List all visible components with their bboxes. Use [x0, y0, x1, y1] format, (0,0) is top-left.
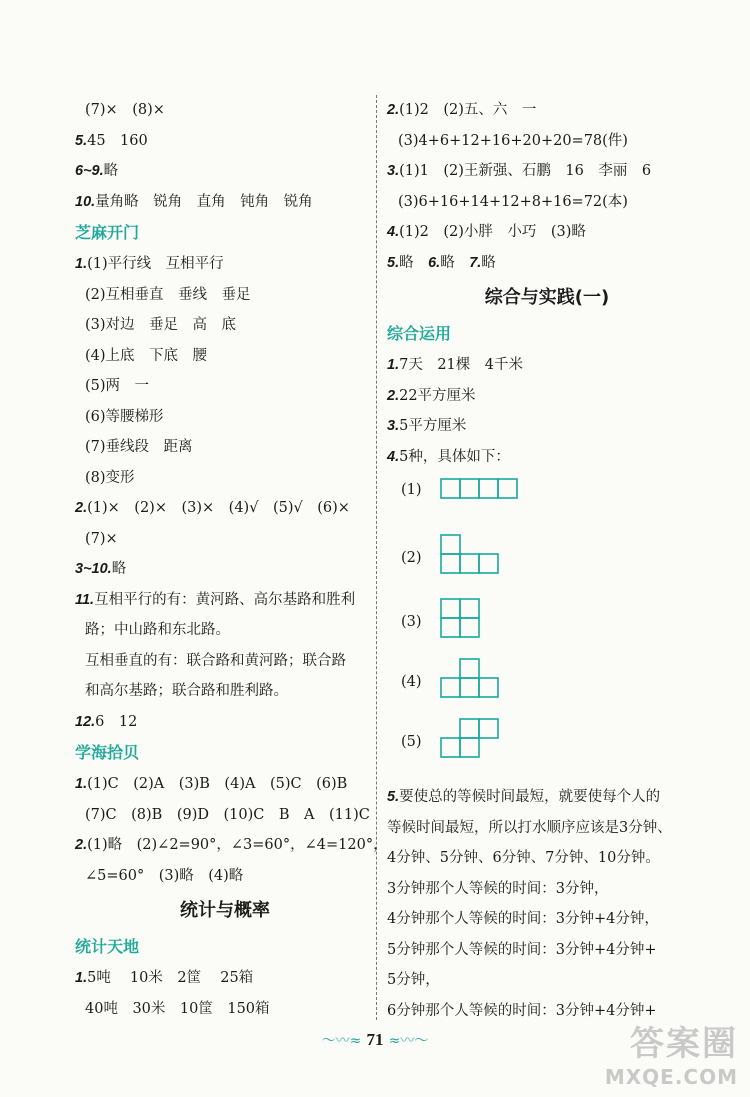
answer-line: 和高尔基路；联合路和胜利路。	[85, 683, 288, 699]
item-number: 11.	[75, 591, 95, 608]
answer-line: 等候时间最短，所以打水顺序应该是3分钟、	[387, 819, 672, 836]
figure-label: (3)	[401, 614, 422, 630]
answer-line: 5分钟那个人等候的时间：3分钟+4分钟+	[387, 941, 657, 958]
item-number: 2.	[387, 387, 400, 404]
chapter-title: 统计与概率	[180, 900, 270, 921]
net-figure-5	[387, 712, 707, 782]
answer-text: 7天 21棵 4千米	[399, 357, 523, 373]
answer-line: 4分钟、5分钟、6分钟、7分钟、10分钟。	[387, 850, 660, 866]
item-number: 5.	[387, 789, 400, 805]
answer-line	[387, 782, 707, 813]
item-number: 3.	[387, 163, 400, 179]
answer-line: (7)C (8)B (9)D (10)C B A (11)C	[85, 806, 370, 823]
answer-line	[75, 126, 375, 157]
net-shape-3	[440, 598, 482, 640]
answer-text: 略	[399, 254, 429, 271]
answer-line	[75, 830, 388, 861]
answer-text: 略	[111, 561, 127, 577]
answer-text: 互相平行的有：黄河路、高尔基路和胜利	[94, 591, 356, 608]
page-number: 71	[366, 1030, 384, 1049]
answer-text: (1)1 (2)王新强、石鹏 16 李丽 6	[399, 163, 652, 179]
chapter-title: 综合与实践(一)	[484, 287, 610, 308]
answer-line: (4)上底 下底 腰	[85, 347, 208, 364]
answer-line: 路；中山路和东北路。	[85, 622, 230, 638]
net-figure-3	[387, 592, 707, 652]
answer-line: 3分钟那个人等候的时间：3分钟，	[387, 880, 609, 897]
watermark-url: MXQE.COM	[604, 1065, 738, 1089]
answer-line	[75, 187, 375, 218]
net-shape-1	[440, 478, 518, 500]
item-number: 2.	[75, 837, 88, 853]
answer-line: (2)互相垂直 垂线 垂足	[85, 286, 251, 303]
answer-text: 6 12	[95, 713, 138, 730]
answer-line	[75, 963, 375, 994]
answer-text: 5吨 10米 2筐 25箱	[87, 970, 254, 986]
item-number: 2.	[387, 102, 400, 118]
answer-text: (1)C (2)A (3)B (4)A (5)C (6)B	[87, 776, 348, 792]
item-number: 4.	[387, 448, 400, 465]
right-column	[387, 95, 707, 1026]
answer-line: (3)6+16+14+12+8+16=72(本)	[398, 193, 628, 210]
answer-line: ∠5=60° (3)略 (4)略	[85, 867, 244, 884]
figure-label: (4)	[401, 674, 422, 690]
figure-label: (5)	[401, 734, 422, 750]
answer-line: 4分钟那个人等候的时间：3分钟+4分钟，	[387, 911, 659, 927]
answer-line: (3)4+6+12+16+20+20=78(件)	[398, 132, 628, 149]
footer-decoration-left: ～〰≈	[321, 1033, 362, 1049]
answer-text: (1)2 (2)五、六 一	[399, 102, 537, 118]
section-heading: 学海拾贝	[75, 743, 140, 762]
answer-text: (1)平行线 互相平行	[87, 256, 224, 272]
item-number: 10.	[75, 193, 96, 210]
item-number: 5.	[387, 254, 400, 271]
section-heading: 芝麻开门	[75, 223, 140, 242]
answer-line: (6)等腰梯形	[85, 408, 164, 425]
item-number: 7.	[469, 254, 482, 271]
answer-text: 略	[440, 254, 470, 271]
net-figure-2	[387, 530, 707, 592]
item-number: 2.	[75, 500, 88, 516]
net-figure-4	[387, 652, 707, 712]
answer-line	[75, 585, 375, 616]
answer-text: 5种，具体如下：	[399, 448, 510, 465]
answer-line	[387, 95, 707, 126]
figure-label: (1)	[401, 482, 422, 498]
answer-line: (7)×	[85, 530, 118, 547]
section-heading: 统计天地	[75, 937, 140, 956]
item-number: 12.	[75, 713, 96, 730]
item-number: 3.	[387, 418, 400, 434]
item-number: 1.	[387, 357, 400, 373]
answer-line	[387, 381, 707, 412]
item-number: 5.	[75, 132, 88, 149]
item-number: 1.	[75, 256, 88, 272]
answer-line	[75, 493, 375, 524]
answer-line	[387, 442, 707, 473]
net-shape-2	[440, 534, 500, 576]
answer-line	[387, 411, 707, 442]
answer-line: (7)垂线段 距离	[85, 439, 193, 455]
answer-text: 5平方厘米	[399, 418, 467, 434]
item-number: 6~9.	[75, 163, 104, 179]
net-shape-5	[440, 718, 500, 760]
figure-label: (2)	[401, 550, 422, 566]
answer-line	[75, 156, 375, 187]
answer-text: 略	[103, 163, 119, 179]
column-divider	[376, 95, 377, 1020]
answer-text: 略	[481, 254, 496, 271]
answer-line: (7)× (8)×	[85, 102, 165, 118]
left-column	[75, 95, 388, 1024]
answer-line	[387, 156, 707, 187]
answer-line: 互相垂直的有：联合路和黄河路；联合路	[85, 652, 346, 669]
answer-line: 6分钟那个人等候的时间：3分钟+4分钟+	[387, 1002, 657, 1019]
answer-line	[75, 249, 375, 280]
answer-line	[387, 217, 707, 248]
answer-text: (1)略 (2)∠2=90°，∠3=60°，∠4=120°，	[87, 837, 388, 853]
answer-text: 22平方厘米	[399, 387, 476, 404]
answer-line: (8)变形	[85, 469, 135, 486]
item-number: 6.	[428, 254, 441, 271]
answer-line: (3)对边 垂足 高 底	[85, 317, 237, 333]
answer-line	[75, 707, 375, 738]
item-number: 3~10.	[75, 561, 112, 577]
watermark-logo: 答案圈	[630, 1024, 738, 1064]
section-heading: 综合运用	[387, 324, 452, 343]
answer-line: 5分钟，	[387, 972, 440, 988]
answer-text: (1)2 (2)小胖 小巧 (3)略	[399, 224, 586, 240]
answer-line	[387, 350, 707, 381]
footer-decoration-right: ≈〰～	[388, 1033, 429, 1049]
answer-line: (5)两 一	[85, 378, 150, 394]
item-number: 4.	[387, 224, 400, 240]
answer-line: 40吨 30米 10筐 150箱	[85, 1000, 270, 1017]
answer-text: (1)× (2)× (3)× (4)√ (5)√ (6)×	[87, 500, 350, 516]
answer-text: 量角略 锐角 直角 钝角 锐角	[95, 193, 313, 210]
site-watermark	[605, 1016, 738, 1089]
item-number: 1.	[75, 970, 88, 986]
answer-line	[75, 769, 375, 800]
item-number: 1.	[75, 776, 88, 792]
answer-line	[75, 554, 375, 585]
answer-text: 要使总的等候时间最短，就要使每个人的	[399, 789, 661, 805]
answer-text: 45 160	[87, 132, 148, 149]
answer-line	[387, 248, 707, 279]
net-shape-4	[440, 658, 500, 700]
net-figure-1	[387, 472, 707, 530]
